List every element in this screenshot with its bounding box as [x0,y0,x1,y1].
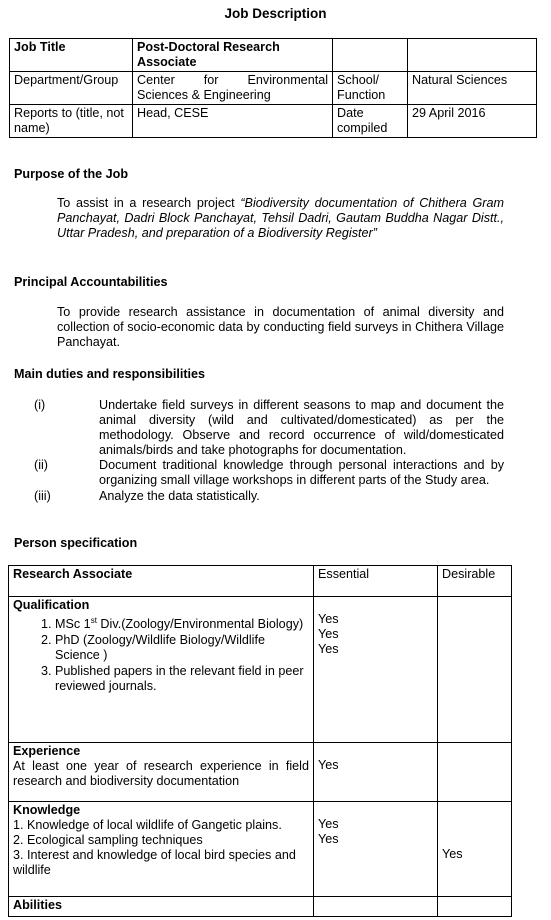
list-item: 3. Interest and knowledge of local bird species and wildlife [13,848,296,877]
reports-to-value: Head, CESE [133,105,333,138]
department-value: Center for Environmental Sciences & Engineering [133,72,333,105]
accountabilities-text: To provide research assistance in documentation of animal diversity and collection of socio-economic data by conducting field surveys in Chithera Village Panchayat. [57,305,504,349]
purpose-heading: Purpose of the Job [14,167,129,181]
list-item: 2. Ecological sampling techniques [13,833,203,847]
page-title: Job Description [224,6,327,21]
qualification-heading: Qualification [13,598,90,612]
knowledge-desirable: Yes [438,802,512,897]
knowledge-essential: Yes Yes [314,802,438,897]
school-value: Natural Sciences [408,72,537,105]
reports-to-label: Reports to (title, not name) [10,105,133,138]
job-title-label: Job Title [10,39,133,72]
experience-desirable [438,743,512,802]
experience-cell [9,743,314,802]
col-desirable: Desirable [438,566,512,597]
experience-heading: Experience [13,744,81,758]
purpose-text [57,196,504,241]
experience-text: At least one year of research experience in field research and biodiversity documentation [13,759,309,788]
duty-item: Analyze the data statistically. [99,489,260,503]
person-spec-table [8,565,512,917]
qualification-list [13,613,309,694]
duty-number: (iii) [34,489,51,503]
accountabilities-heading: Principal Accountabilities [14,275,168,289]
job-title-value: Post-Doctoral Research Associate [133,39,333,72]
purpose-prefix: To assist in a research project [57,196,241,210]
list-item: 1. MSc 1st Div.(Zoology/Environmental Biology) [55,613,309,632]
duty-number: (ii) [34,458,48,472]
qualification-essential: Yes Yes Yes [314,597,438,743]
qualification-cell [9,597,314,743]
qualification-desirable [438,597,512,743]
col-research-associate: Research Associate [9,566,314,597]
knowledge-cell [9,802,314,897]
department-label: Department/Group [10,72,133,105]
duty-number: (i) [34,398,46,412]
knowledge-heading: Knowledge [13,803,81,817]
date-compiled-value: 29 April 2016 [408,105,537,138]
list-item: 3. Published papers in the relevant field in peer reviewed journals. [55,664,309,694]
person-spec-heading: Person specification [14,536,138,550]
experience-essential: Yes [314,743,438,802]
list-item: 2. PhD (Zoology/Wildlife Biology/Wildlife Science ) [55,633,309,663]
list-item: 1. Knowledge of local wildlife of Gangetic plains. [13,818,282,832]
duty-item: Undertake field surveys in different seasons to map and document the animal diversity (wild and cultivated/domesticated) as per the methodology. Observe and record occurrence of wild/domesticated animals/birds and take photographs for documentation. [99,398,504,457]
purpose-project-name: “Biodiversity documentation of Chithera Gram Panchayat, Dadri Block Panchayat, Tehsil Dadri, Gautam Buddha Nagar Distt., Uttar Pradesh, and preparation of a Biodiversity Register” [57,196,504,240]
abilities-heading: Abilities [9,897,314,917]
col-essential: Essential [314,566,438,597]
school-label: School/ Function [333,72,408,105]
date-compiled-label: Date compiled [333,105,408,138]
duties-heading: Main duties and responsibilities [14,367,206,381]
duty-item: Document traditional knowledge through personal interactions and by organizing small village workshops in different parts of the Study area. [99,458,504,487]
job-info-table [9,38,537,138]
